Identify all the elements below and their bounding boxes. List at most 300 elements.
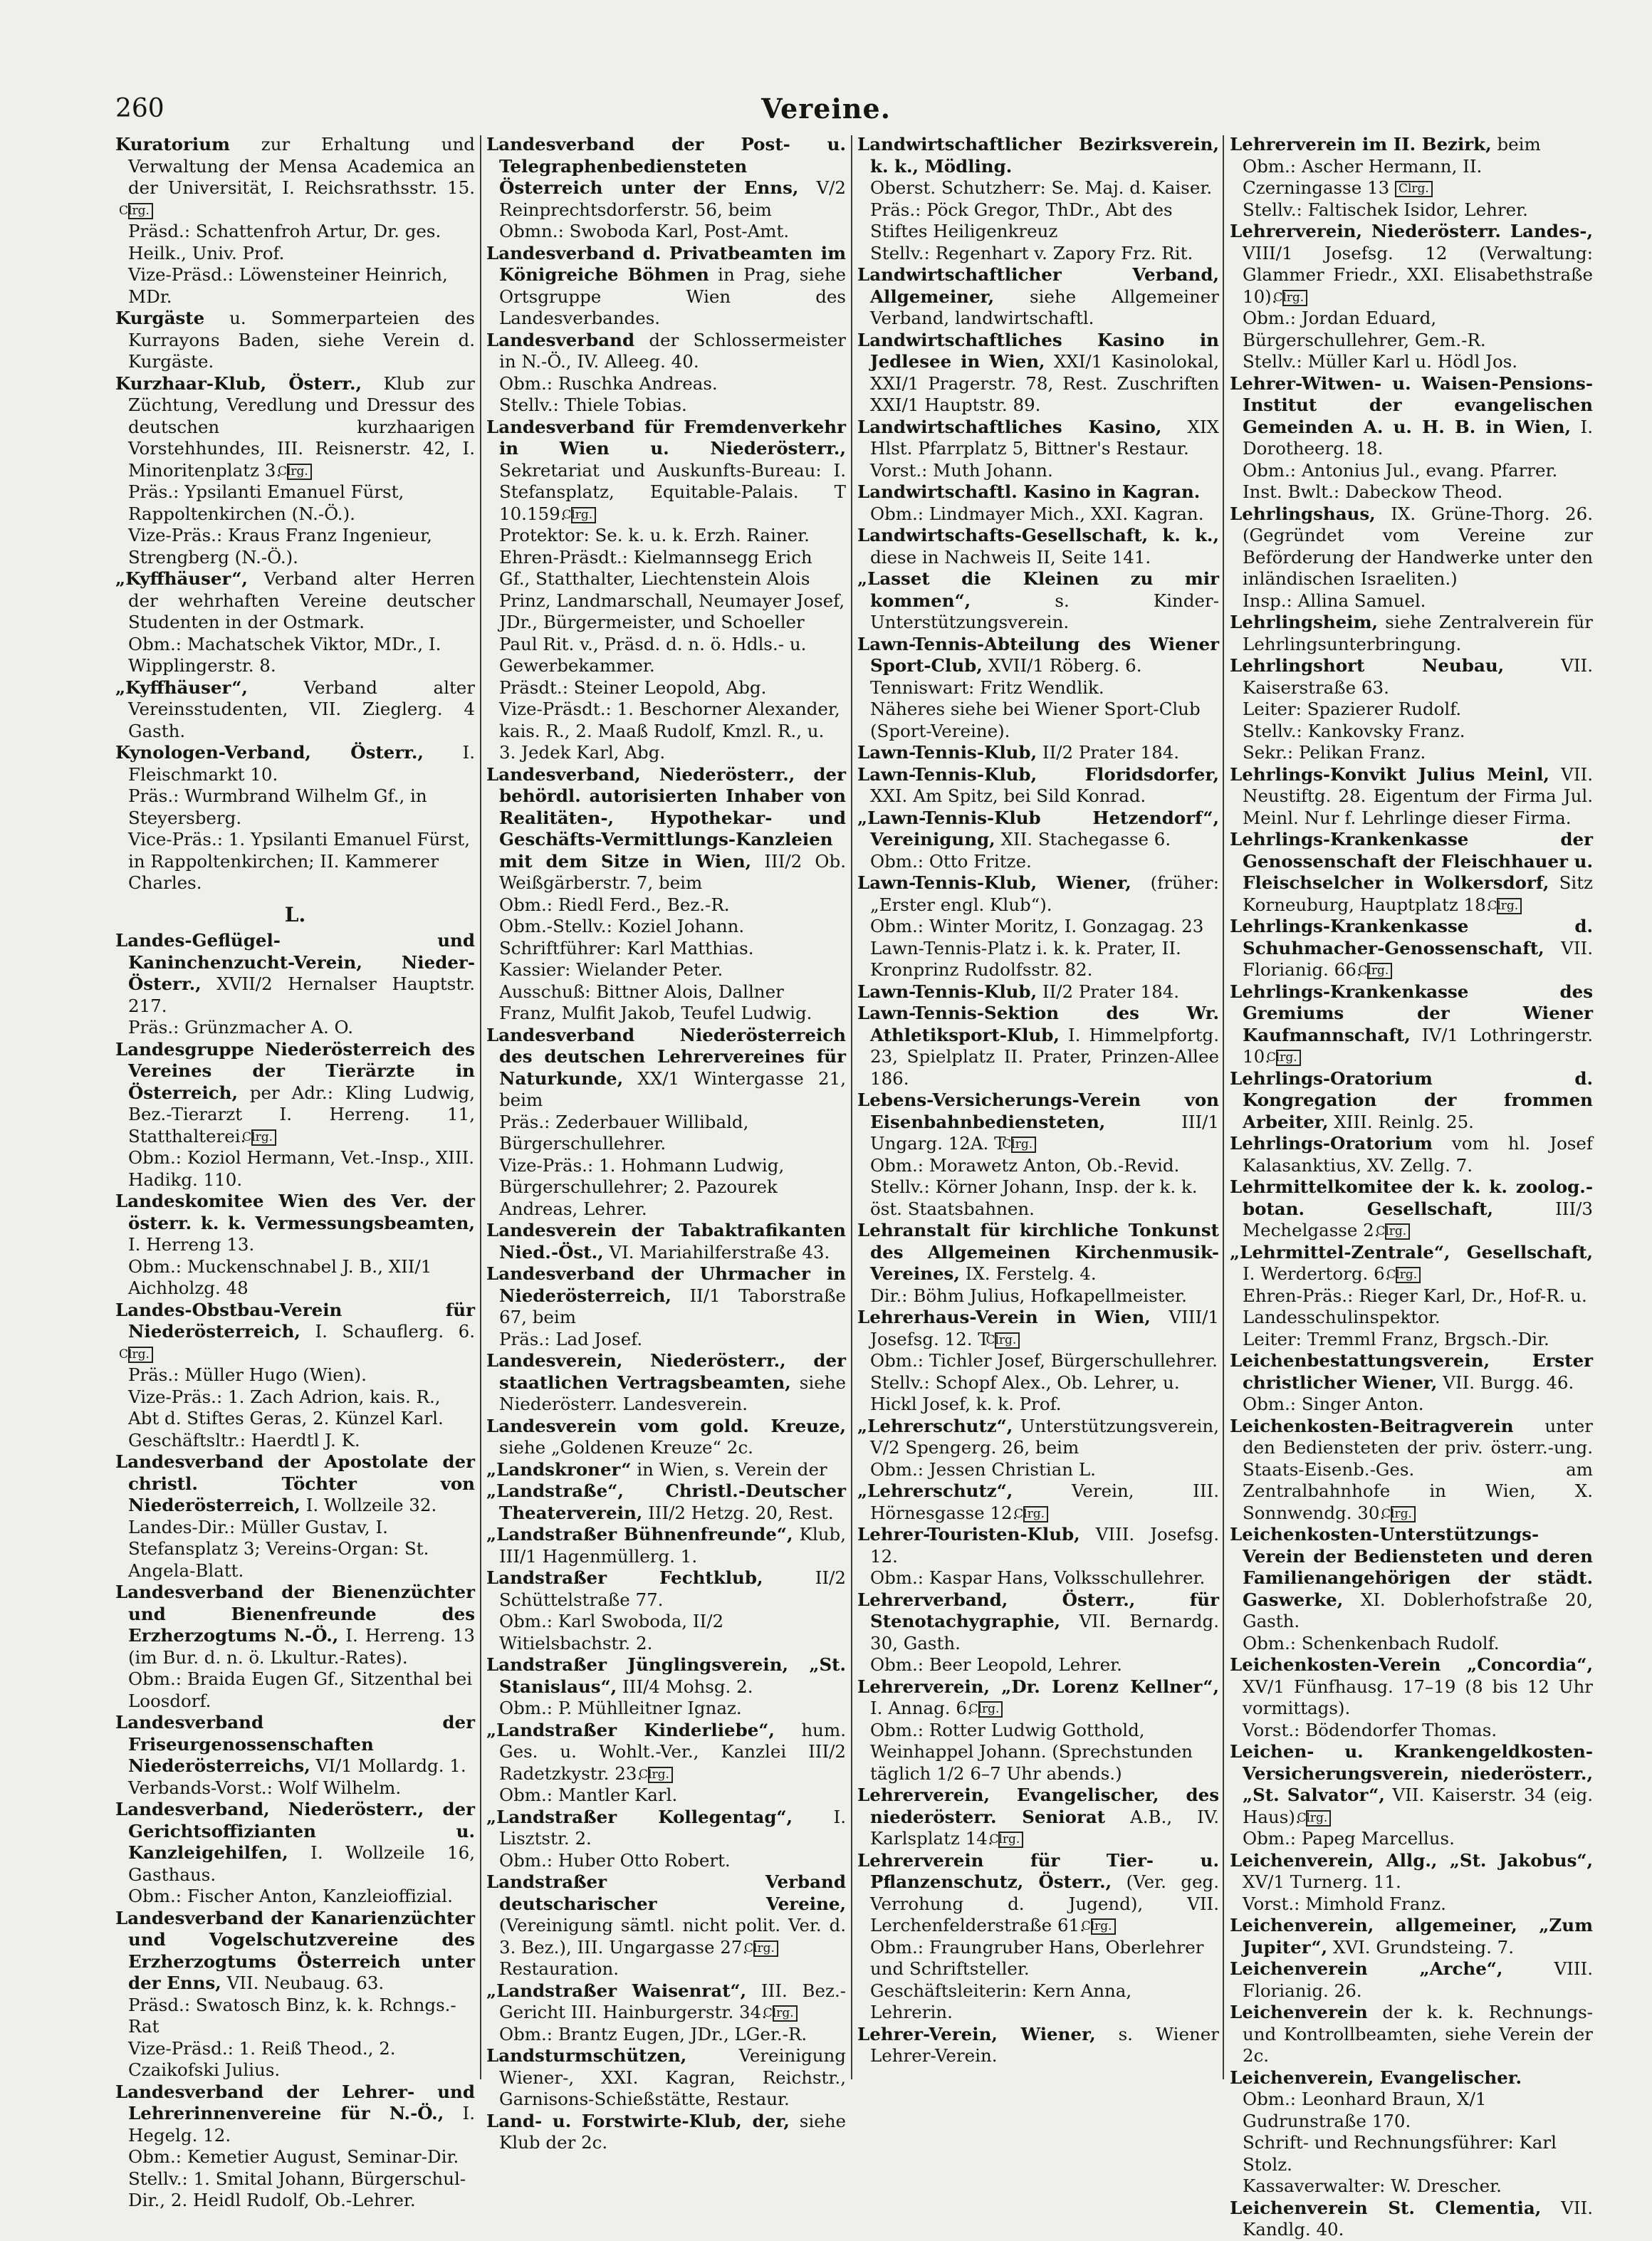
entry-text: beim [1491, 134, 1541, 155]
entry-heading: Landwirtschaftliches Kasino in Jedlesee in Wien, [857, 329, 1219, 372]
entry-text: II/2 Schüttelstraße 77. [499, 1567, 846, 1610]
detail-text: Präsd.: Schattenfroh Artur, Dr. ges. Heilk., Univ. Prof. [128, 221, 441, 263]
entry-heading: Lehrerhaus-Verein in Wien, [857, 1307, 1151, 1327]
detail-text: Obm.: Kemetier August, Seminar-Dir. [128, 2146, 459, 2167]
detail-text: Obm.: P. Mühlleitner Ignaz. [499, 1698, 742, 1718]
detail-text: Vize-Präsdt.: 1. Beschorner Alexander, kais. R., 2. Maaß Rudolf, Kmzl. R., u. 3. Jedek Karl, Abg. [499, 699, 840, 763]
entry-text: XV/1 Turnerg. 11. [1243, 1871, 1401, 1892]
directory-entry [115, 373, 475, 482]
entry-detail [115, 1386, 475, 1430]
detail-text: Präsd.: Swatosch Binz, k. k. Rchngs.-Rat [128, 1994, 456, 2037]
entry-heading: Leichenverein, Allg., „St. Jakobus“, [1230, 1849, 1593, 1871]
entry-text: Verband alter Vereinsstudenten, VII. Zieglerg. 4 Gasth. [128, 677, 475, 741]
entry-detail [486, 894, 846, 916]
directory-entry [1230, 655, 1593, 699]
directory-entry [115, 568, 475, 634]
directory-entry [857, 417, 1219, 460]
detail-text: Leiter: Tremml Franz, Brgsch.-Dir. [1243, 1328, 1549, 1349]
entry-text: IX. Ferstelg. 4. [959, 1263, 1097, 1284]
detail-text: Präs.: Zederbauer Willibald, Bürgerschullehrer. [499, 1111, 749, 1154]
directory-entry [857, 1416, 1219, 1459]
detail-text: Präs.: Wurmbrand Wilhelm Gf., in Steyersberg. [128, 785, 427, 828]
entry-text: u. Sommerparteien des Kurrayons Baden, siehe Verein d. Kurgäste. [128, 308, 475, 372]
directory-entry [857, 1220, 1219, 1285]
entry-heading: Lehrerverein, Niederösterr. Landes-, [1230, 221, 1593, 241]
entry-text: siehe Zentralverein für Lehrlingsunterbringung. [1243, 612, 1593, 654]
entry-text: III. Bez.-Gericht III. Hainburgerstr. 34. [499, 1980, 847, 2022]
detail-text: Stellv.: Körner Johann, Insp. der k. k. öst. Staatsbahnen. [870, 1176, 1198, 1219]
entry-detail [486, 395, 846, 417]
clrg-badge: Clrg. [1395, 181, 1433, 197]
directory-entry [1230, 2198, 1593, 2241]
section-letter: L. [284, 902, 306, 926]
entry-heading: Lehrerverband, Österr., für Stenotachygraphie, [857, 1589, 1219, 1631]
directory-entry [857, 808, 1219, 851]
directory-entry [1230, 764, 1593, 830]
entry-heading: Kuratorium [115, 134, 230, 155]
entry-heading: Landesverband der Bienenzüchter und Bienenfreunde des Erzherzogtums N.-Ö., [115, 1582, 475, 1646]
column-rule [851, 135, 852, 2079]
clrg-badge: Clrg. [1391, 1506, 1416, 1522]
clrg-badge: Clrg. [287, 464, 312, 480]
entry-heading: Lawn-Tennis-Klub, Floridsdorfer, [857, 763, 1219, 785]
detail-text: Kassier: Wielander Peter. [499, 959, 723, 980]
entry-detail [486, 373, 846, 395]
entry-detail [115, 525, 475, 568]
detail-text: Obm.: Fraungruber Hans, Oberlehrer und Schriftsteller. [870, 1936, 1204, 1979]
entry-detail [857, 1372, 1219, 1416]
directory-entry [115, 930, 475, 1017]
entry-detail [115, 2168, 475, 2212]
entry-text: I. Schauflerg. 6. [300, 1321, 475, 1342]
entry-detail [115, 1017, 475, 1039]
detail-text: Vize-Präs.: 1. Hohmann Ludwig, Bürgerschullehrer; 2. Pazourek Andreas, Lehrer. [499, 1154, 785, 1219]
column-4 [1230, 134, 1593, 2240]
detail-text: Obm.: Koziol Hermann, Vet.-Insp., XIII. Hadikg. 110. [128, 1147, 475, 1190]
entry-heading: Landesverband, Niederösterr., der behördl. autorisierten Inhaber von Realitäten-, Hypothekar- und Geschäfts-Vermittlungs-Kanzleien mit dem Sitze in Wien, [486, 763, 846, 872]
entry-heading: Lebens-Versicherungs-Verein von Eisenbahnbediensteten, [857, 1090, 1219, 1132]
entry-heading: Leichenverein [1230, 2002, 1368, 2022]
directory-entry [857, 264, 1219, 330]
entry-detail [1230, 2175, 1593, 2198]
entry-detail [857, 243, 1219, 265]
entry-text: I. Wollzeile 16, Gasthaus. [128, 1842, 475, 1885]
entry-detail [115, 1668, 475, 1712]
entry-heading: Lehrlings-Krankenkasse des Gremiums der Wiener Kaufmannschaft, [1230, 981, 1593, 1045]
directory-entry [486, 2045, 846, 2111]
directory-entry [1230, 503, 1593, 590]
entry-text: Klub zur Züchtung, Veredlung und Dressur des deutschen kurzhaarigen Vorstehhundes, III. Reisnerstr. 42, I. Minoritenplatz 3. [128, 372, 475, 481]
entry-text: III/3 Mechelgasse 2. [1243, 1198, 1593, 1240]
entry-heading: Landesverein, Niederösterr., der staatlichen Vertragsbeamten, [486, 1350, 846, 1393]
entry-detail [486, 677, 846, 699]
entry-text: II/1 Taborstraße 67, beim [499, 1285, 846, 1327]
entry-detail [1230, 1893, 1593, 1916]
clrg-badge: Clrg. [998, 1832, 1023, 1848]
entry-heading: Landwirtschaftl. Kasino in Kagran. [857, 481, 1201, 502]
directory-entry [486, 1025, 846, 1112]
directory-entry [1230, 1915, 1593, 1958]
entry-text: XIII. Reinlg. 25. [1328, 1111, 1474, 1132]
detail-text: Ehren-Präsdt.: Kielmannsegg Erich Gf., Statthalter, Liechtenstein Alois Prinz, Landmarschall, Neumayer Josef, JDr., Bürgermeister, und Schoeller Paul Rit. v., Präsd. d. n. ö. Hdls.- u. Gewerbekammer. [499, 546, 845, 676]
entry-text: III/1 Ungarg. 12A. T [870, 1111, 1219, 1154]
entry-detail [486, 1785, 846, 1807]
entry-text: in Prag, siehe Ortsgruppe Wien des Landesverbandes. [499, 264, 846, 328]
detail-text: Stellv.: Müller Karl u. Hödl Jos. [1243, 351, 1518, 372]
directory-entry [115, 1039, 475, 1148]
detail-text: Obm.: Tichler Josef, Bürgerschullehrer. [870, 1350, 1218, 1371]
detail-text: Obm.-Stellv.: Koziel Johann. [499, 916, 745, 936]
detail-text: Protektor: Se. k. u. k. Erzh. Rainer. [499, 525, 810, 545]
entry-text: I. Lisztstr. 2. [499, 1806, 846, 1849]
detail-text: Vize-Präsd.: Löwensteiner Heinrich, MDr. [128, 264, 448, 307]
directory-entry [857, 1850, 1219, 1937]
entry-detail [1230, 199, 1593, 221]
entry-text: XIX Hlst. Pfarrplatz 5, Bittner's Restaur. [870, 416, 1219, 459]
entry-detail [1230, 1394, 1593, 1416]
entry-heading: „Landskroner“ [486, 1458, 632, 1480]
detail-text: Obm.: Jordan Eduard, Bürgerschullehrer, Gem.-R. [1243, 308, 1486, 350]
entry-heading: Leichenkosten-Beitragverein [1230, 1415, 1514, 1436]
entry-detail [857, 1176, 1219, 1220]
entry-detail [115, 634, 475, 677]
entry-text: XV/1 Fünfhausg. 17–19 (8 bis 12 Uhr vormittags). [1243, 1676, 1593, 1718]
detail-text: Obm.: Antonius Jul., evang. Pfarrer. [1243, 459, 1558, 481]
detail-text: Schrift- und Rechnungsführer: Karl Stolz. [1243, 2132, 1557, 2175]
entry-detail [1230, 308, 1593, 351]
entry-heading: Lehrerverein, Evangelischer, des niederösterr. Seniorat [857, 1785, 1219, 1827]
entry-text: Unterstützungsverein, V/2 Spengerg. 26, beim [870, 1415, 1219, 1458]
detail-text: Präs.: Pöck Gregor, ThDr., Abt des Stiftes Heiligenkreuz [870, 199, 1173, 241]
clrg-badge: Clrg. [1091, 1918, 1116, 1935]
detail-text: Obm.: Leonhard Braun, X/1 Gudrunstraße 170. [1243, 2089, 1487, 2131]
entry-detail [1230, 351, 1593, 373]
detail-text: Präsdt.: Steiner Leopold, Abg. [499, 677, 767, 698]
entry-heading: „Lawn-Tennis-Klub Hetzendorf“, Vereinigung, [857, 807, 1219, 850]
detail-text: Tenniswart: Fritz Wendlik. [870, 677, 1104, 698]
directory-entry [857, 872, 1219, 916]
entry-text: II/2 Prater 184. [1037, 742, 1180, 763]
clrg-badge: Clrg. [753, 1940, 778, 1957]
entry-heading: Landesverein der Tabaktrafikanten Nied.-Öst., [486, 1220, 846, 1263]
entry-text: XI. Doblerhofstraße 20, Gasth. [1243, 1589, 1593, 1631]
entry-heading: Leichen- u. Krankengeldkosten-Versicherungsverein, niederösterr., „St. Salvator“, [1230, 1741, 1593, 1805]
entry-text: hum. Ges. u. Wohlt.-Ver., Kanzlei III/2 Radetzkystr. 23. [499, 1719, 846, 1784]
entry-detail [1230, 2089, 1593, 2132]
entry-heading: Leichenbestattungsverein, Erster christlicher Wiener, [1230, 1350, 1593, 1393]
entry-text: III/2 Hetzg. 20, Rest. [642, 1502, 834, 1523]
directory-entry [1230, 916, 1593, 981]
entry-heading: Landesverband der Lehrer- und Lehrerinnenvereine für N.-Ö., [115, 2081, 475, 2124]
entry-text: Verband alter Herren der wehrhaften Vereine deutscher Studenten in der Ostmark. [128, 568, 475, 632]
entry-heading: Leichenverein St. Clementia, [1230, 2197, 1542, 2218]
detail-text: Obm.: Machatschek Viktor, MDr., I. Wipplingerstr. 8. [128, 633, 441, 676]
detail-text: Landes-Dir.: Müller Gustav, I. Stefansplatz 3; Vereins-Organ: St. Angela-Blatt. [128, 1516, 429, 1581]
entry-detail [857, 677, 1219, 699]
detail-text: Vize-Präs.: 1. Zach Adrion, kais. R., Abt d. Stiftes Geras, 2. Künzel Karl. [128, 1386, 444, 1428]
clrg-badge: Clrg. [251, 1129, 276, 1146]
detail-text: Obm.: Kaspar Hans, Volksschullehrer. [870, 1567, 1206, 1588]
detail-text: Ehren-Präs.: Rieger Karl, Dr., Hof-R. u. Landesschulinspektor. [1243, 1285, 1587, 1327]
entry-text: Sekretariat und Auskunfts-Bureau: I. Stefansplatz, Equitable-Palais. T 10.159. [499, 459, 846, 524]
directory-entry [115, 1451, 475, 1517]
entry-text: I. Werdertorg. 6. [1243, 1263, 1391, 1284]
directory-entry [857, 1589, 1219, 1655]
column-rule [480, 135, 481, 2079]
entry-detail [115, 1777, 475, 1799]
entry-heading: Lawn-Tennis-Klub, [857, 981, 1037, 1002]
detail-text: Obm.: Braida Eugen Gf., Sitzenthal bei Loosdorf. [128, 1668, 473, 1711]
directory-entry [857, 1676, 1219, 1720]
detail-text: Obm.: Fischer Anton, Kanzleioffizial. [128, 1886, 453, 1906]
entry-detail [857, 1720, 1219, 1785]
detail-text: Vize-Präsd.: 1. Reiß Theod., 2. Czaikofski Julius. [128, 2037, 396, 2080]
entry-text: III/2 Ob. Weißgärberstr. 7, beim [499, 850, 846, 893]
entry-heading: Landesverband für Fremdenverkehr in Wien u. Niederösterr., [486, 416, 846, 459]
entry-detail [115, 1147, 475, 1191]
entry-detail [857, 1285, 1219, 1307]
detail-text: Sekr.: Pelikan Franz. [1243, 742, 1426, 763]
directory-entry [1230, 981, 1593, 1068]
entry-text: vom hl. Josef Kalasanktius, XV. Zellg. 7. [1243, 1133, 1593, 1176]
entry-text: (Vereinigung sämtl. nicht polit. Ver. d. 3. Bez.), III. Ungargasse 27. [499, 1915, 846, 1958]
directory-entry [115, 308, 475, 373]
column-3 [857, 134, 1219, 2084]
entry-detail [115, 1517, 475, 1582]
directory-entry [115, 1712, 475, 1777]
entry-heading: Landesverband der Post- u. Telegraphenbediensteten Österreich unter der Enns, [486, 134, 846, 198]
entry-heading: Landwirtschafts-Gesellschaft, k. k., [857, 525, 1219, 545]
directory-entry [857, 981, 1219, 1003]
entry-text: siehe Allgemeiner Verband, landwirtschaftl. [870, 286, 1219, 328]
directory-entry [115, 742, 475, 785]
entry-heading: Landes-Geflügel- und Kaninchenzucht-Verein, Nieder-Österr., [115, 930, 475, 994]
entry-heading: Landesverband der Uhrmacher in Niederösterreich, [486, 1263, 846, 1306]
entry-detail [1230, 699, 1593, 721]
entry-text: VII. Bernardg. 30, Gasth. [870, 1611, 1219, 1654]
entry-detail [1230, 1720, 1593, 1742]
entry-text: VII. Neubaug. 63. [221, 1973, 385, 1993]
detail-text: Vize-Präs.: Kraus Franz Ingenieur, Strengberg (N.-Ö.). [128, 525, 432, 568]
entry-detail [486, 1698, 846, 1720]
entry-detail [857, 1459, 1219, 1481]
directory-entry [115, 1191, 475, 1256]
entry-heading: Land- u. Forstwirte-Klub, der, [486, 2110, 790, 2131]
entry-text: XX/1 Wintergasse 21, beim [499, 1067, 846, 1110]
entry-heading: Landesverband der Friseurgenossenschaften Niederösterreichs, [115, 1712, 475, 1776]
entry-detail [486, 938, 846, 960]
clrg-badge: Clrg. [648, 1767, 673, 1783]
detail-text: Obm.: Papeg Marcellus. [1243, 1828, 1455, 1849]
directory-entry [115, 1908, 475, 1995]
entry-heading: Landesverband der Apostolate der christl. Töchter von Niederösterreich, [115, 1451, 475, 1515]
entry-heading: Lehrlings-Krankenkasse der Genossenschaft der Fleischhauer u. Fleischselcher in Wolkersdorf, [1230, 829, 1593, 893]
entry-heading: Landesverband d. Privatbeamten im Königreiche Böhmen [486, 242, 846, 285]
detail-text: Präs.: Müller Hugo (Wien). [128, 1364, 367, 1385]
entry-detail [857, 699, 1219, 742]
entry-heading: Leichenverein, Evangelischer. [1230, 2067, 1522, 2088]
column-1 [115, 134, 475, 2210]
detail-text: Vorst.: Muth Johann. [870, 459, 1053, 481]
entry-detail [857, 460, 1219, 482]
entry-detail [115, 829, 475, 894]
clrg-badge: Clrg. [128, 1347, 153, 1363]
directory-entry [857, 330, 1219, 417]
entry-text: siehe Klub der 2c. [499, 2110, 846, 2153]
detail-text: Obm.: Winter Moritz, I. Gonzagag. 23 Lawn-Tennis-Platz i. k. k. Prater, II. Kronprinz Rudolfsstr. 82. [870, 916, 1204, 980]
directory-entry [486, 1416, 846, 1459]
directory-entry [857, 1524, 1219, 1567]
entry-heading: Lawn-Tennis-Klub, Wiener, [857, 872, 1131, 893]
entry-detail [115, 481, 475, 525]
entry-detail [486, 1112, 846, 1155]
clrg-badge: Clrg. [571, 507, 596, 523]
entry-detail [115, 1256, 475, 1300]
directory-entry [1230, 829, 1593, 916]
directory-entry [486, 1459, 846, 1481]
entry-heading: „Lehrerschutz“, [857, 1480, 1013, 1501]
entry-heading: Kurzhaar-Klub, Österr., [115, 372, 362, 394]
detail-text: Präs.: Grünzmacher A. O. [128, 1017, 353, 1038]
entry-detail [857, 1654, 1219, 1676]
entry-heading: Lehranstalt für kirchliche Tonkunst des Allgemeinen Kirchenmusik-Vereines, [857, 1220, 1219, 1284]
directory-entry [1230, 1176, 1593, 1242]
entry-text: I. Dorotheerg. 18. [1243, 416, 1593, 459]
entry-text: XVI. Grundsteing. 7. [1327, 1936, 1515, 1958]
directory-entry [1230, 1242, 1593, 1285]
directory-entry [486, 1220, 846, 1263]
entry-heading: Lehrlings-Oratorium d. Kongregation der frommen Arbeiter, [1230, 1067, 1593, 1132]
entry-detail [115, 1430, 475, 1452]
entry-detail [857, 1567, 1219, 1589]
directory-entry [857, 1003, 1219, 1090]
entry-detail [1230, 1633, 1593, 1655]
directory-entry [857, 1480, 1219, 1524]
directory-entry [857, 764, 1219, 808]
detail-text: Verbands-Vorst.: Wolf Wilhelm. [128, 1777, 402, 1798]
clrg-badge: Clrg. [1367, 963, 1392, 979]
directory-entry [1230, 134, 1593, 156]
entry-detail [115, 2146, 475, 2168]
entry-detail [1230, 742, 1593, 764]
detail-text: Vorst.: Bödendorfer Thomas. [1243, 1719, 1497, 1740]
entry-heading: „Lehrmittel-Zentrale“, Gesellschaft, [1230, 1241, 1593, 1263]
entry-heading: Kurgäste [115, 308, 205, 328]
entry-heading: „Lehrerschutz“, [857, 1415, 1013, 1436]
directory-entry [1230, 612, 1593, 655]
entry-heading: Lehrer-Witwen- u. Waisen-Pensions-Institut der evangelischen Gemeinden A. u. H. B. in Wien, [1230, 372, 1593, 437]
directory-entry [486, 1480, 846, 1524]
detail-text: Kassaverwalter: W. Drescher. [1243, 2175, 1502, 2196]
directory-entry [1230, 1654, 1593, 1720]
entry-heading: „Landstraße“, Christl.-Deutscher Theaterverein, [486, 1480, 846, 1523]
entry-heading: Leichenkosten-Unterstützungs-Verein der Bediensteten und deren Familienangehörigen der städt. Gaswerke, [1230, 1524, 1593, 1610]
detail-text: Stellv.: 1. Smital Johann, Bürgerschul-Dir., 2. Heidl Rudolf, Ob.-Lehrer. [128, 2168, 466, 2210]
entry-text: XVII/1 Röberg. 6. [982, 655, 1142, 676]
entry-text: s. Wiener Lehrer-Verein. [870, 2023, 1219, 2066]
entry-text: VI/1 Mollardg. 1. [310, 1755, 466, 1776]
detail-text: Obm.: Karl Swoboda, II/2 Witielsbachstr. 2. [499, 1611, 724, 1654]
detail-text: Oberst. Schutzherr: Se. Maj. d. Kaiser. [870, 177, 1213, 198]
entry-heading: Lehrerverein im II. Bezirk, [1230, 134, 1492, 155]
directory-entry [1230, 2002, 1593, 2067]
entry-detail [1230, 156, 1593, 199]
entry-heading: Lehrer-Verein, Wiener, [857, 2023, 1096, 2044]
clrg-badge: Clrg. [1282, 290, 1307, 306]
directory-entry [857, 742, 1219, 764]
detail-text: Obm.: Riedl Ferd., Bez.-R. [499, 894, 730, 915]
directory-entry [1230, 1350, 1593, 1394]
directory-entry [857, 1785, 1219, 1850]
entry-heading: Landwirtschaftliches Kasino, [857, 416, 1162, 437]
entry-detail [486, 2024, 846, 2046]
entry-heading: Lehrerverein für Tier- u. Pflanzenschutz, Österr., [857, 1849, 1219, 1892]
detail-text: Obm.: Mantler Karl. [499, 1785, 678, 1805]
entry-detail [857, 503, 1219, 526]
entry-detail [857, 1980, 1219, 2024]
directory-entry [857, 1307, 1219, 1350]
entry-text: A.B., IV. Karlsplatz 14. [870, 1806, 1220, 1849]
entry-detail [115, 221, 475, 264]
entry-text: IV/1 Lothringerstr. 10. [1243, 1024, 1593, 1067]
entry-heading: Landesverband der Kanarienzüchter und Vogelschutzvereine des Erzherzogtums Österreich unter der Enns, [115, 1907, 475, 1993]
detail-text: Obm.: Ascher Hermann, II. Czerningasse 13 [1243, 155, 1483, 198]
entry-detail [115, 264, 475, 308]
detail-text: Schriftführer: Karl Matthias. [499, 937, 754, 958]
page-number: 260 [115, 94, 164, 123]
entry-text: VIII. Florianig. 26. [1243, 1958, 1593, 2001]
entry-detail [1230, 590, 1593, 612]
detail-text: Dir.: Böhm Julius, Hofkapellmeister. [870, 1285, 1187, 1306]
detail-text: Obm.: Lindmayer Mich., XXI. Kagran. [870, 503, 1204, 524]
entry-heading: „Kyffhäuser“, [115, 568, 248, 589]
directory-entry [486, 330, 846, 373]
detail-text: Vice-Präs.: 1. Ypsilanti Emanuel Fürst, in Rappoltenkirchen; II. Kammerer Charles. [128, 829, 471, 893]
entry-text: I. Annag. 6. [870, 1698, 973, 1718]
entry-detail [486, 525, 846, 547]
entry-heading: Landsturmschützen, [486, 2045, 687, 2066]
detail-text: Näheres siehe bei Wiener Sport-Club (Sport-Vereine). [870, 699, 1201, 741]
entry-detail [1230, 1285, 1593, 1329]
directory-entry [486, 1720, 846, 1785]
directory-entry [486, 1807, 846, 1850]
detail-text: Obm.: Rotter Ludwig Gotthold, Weinhappel Johann. (Sprechstunden täglich 1/2 6–7 Uhr abends.) [870, 1719, 1193, 1784]
entry-detail [115, 1886, 475, 1908]
entry-heading: „Lasset die Kleinen zu mir kommen“, [857, 568, 1219, 611]
directory-entry [486, 1524, 846, 1567]
directory-entry [1230, 1416, 1593, 1525]
clrg-badge: Clrg. [995, 1332, 1020, 1349]
entry-detail [857, 177, 1219, 199]
directory-entry [1230, 1524, 1593, 1633]
directory-entry [486, 134, 846, 221]
directory-entry [115, 1582, 475, 1668]
entry-detail [486, 959, 846, 981]
detail-text: Obm.: Morawetz Anton, Ob.-Revid. [870, 1154, 1180, 1176]
directory-entry [1230, 1958, 1593, 2002]
detail-text: Obm.: Schenkenbach Rudolf. [1243, 1632, 1500, 1654]
entry-heading: Lawn-Tennis-Abteilung des Wiener Sport-Club, [857, 633, 1219, 676]
entry-text: IX. Grüne-Thorg. 26. (Gegründet vom Vereine zur Beförderung der Handwerke unter den inländischen Israeliten.) [1243, 503, 1593, 589]
clrg-badge: Clrg. [1497, 898, 1522, 914]
entry-text: per Adr.: Kling Ludwig, Bez.-Tierarzt I. Herreng. 11, Statthalterei. [128, 1082, 475, 1146]
entry-heading: Landeskomitee Wien des Ver. der österr. k. k. Vermessungsbeamten, [115, 1191, 475, 1233]
detail-text: Geschäftsleiterin: Kern Anna, Lehrerin. [870, 1980, 1132, 2022]
entry-text: III/4 Mohsg. 2. [617, 1676, 753, 1697]
directory-entry [486, 2111, 846, 2154]
directory-entry [1230, 1133, 1593, 1176]
entry-heading: Lehrmittelkomitee der k. k. zoolog.-botan. Gesellschaft, [1230, 1176, 1593, 1219]
